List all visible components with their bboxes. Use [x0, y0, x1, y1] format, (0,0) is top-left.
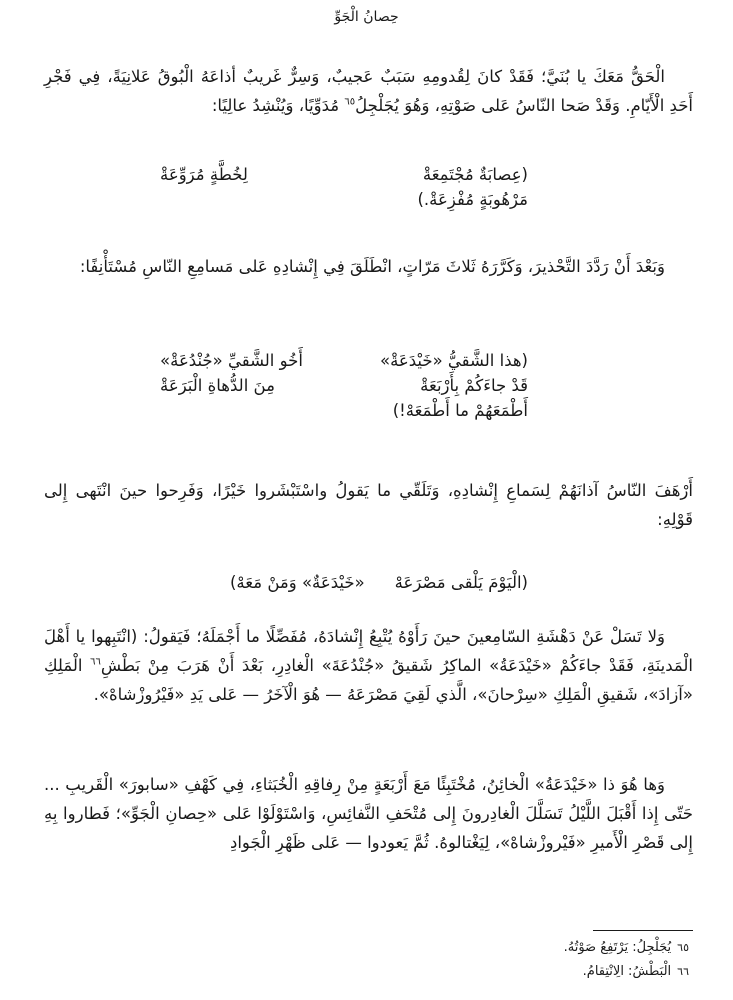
verse-hemistich: قَدْ جاءَكُمْ بِأَرْبَعَةْ: [420, 376, 528, 395]
footnotes: [564, 936, 689, 984]
paragraph-1: [44, 62, 693, 120]
verse-line: [230, 570, 528, 595]
footnote-ref-65: ٦٥: [344, 96, 356, 108]
verse-line: [160, 348, 528, 373]
verse-hemistich: أَطْمَعَهُمْ ما أَطْمَعَهْ!): [392, 401, 528, 420]
paragraph-1-text-b: مُدَوِّيًا، وَيُنْشِدُ عالِيًا:: [211, 96, 345, 115]
paragraph-4-text-a: وَلا تَسَلْ عَنْ دَهْشَةِ السّامِعينَ حينَ رَأَوْهُ يُتْبِعُ إِنْشادَهُ، مُفَصِّلًا ما أَجْمَلَهُ؛ فَيَقولُ: (انْتَبِهوا يا أَهْلَ الْمَدينَةِ، فَقَدْ جاءَكُمْ «خَيْدَعَةُ» الماكِرُ شَقيقُ «جُنْدُعَةَ» الْغادِرِ، بَعْدَ أَنْ هَرَبَ مِنْ بَطْشِ: [44, 627, 694, 675]
verse-hemistich: (هذا الشَّقيُّ «خَيْدَعَةْ»: [379, 351, 528, 370]
paragraph-1-text-a: الْحَقُّ مَعَكَ يا بُنَيَّ؛ فَقَدْ كانَ لِقُدومِهِ سَبَبٌ عَجيبٌ، وَسِرٌّ غَريبٌ أذاعَهُ الْبُوقُ عَلانِيَةً، فِي فَجْرِ أَحَدِ الْأَيّامِ. وَقَدْ صَحا النّاسُ عَلى صَوْتِهِ، وَهُوَ يُجَلْجِلُ: [44, 67, 693, 115]
verse-hemistich: مِنَ الدُّهاةِ الْبَرَعَةْ: [160, 376, 275, 395]
footnote-text: الْبَطْشُ: الِانْتِقامُ.: [582, 964, 672, 979]
footnote-ref-66: ٦٦: [90, 656, 101, 668]
verse-hemistich: أَخُو الشَّقيِّ «جُنْدُعَةْ»: [160, 351, 303, 370]
verse-hemistich: مَرْهُوبَةٍ مُفْزِعَةْ.): [417, 190, 528, 209]
verse-line: [160, 398, 528, 423]
running-header: حِصانُ الْجَوِّ: [334, 9, 399, 25]
verse-line: [160, 162, 528, 187]
footnote-66: [564, 960, 689, 984]
footnote-65: [564, 936, 689, 960]
paragraph-4-text-b: الْمَلِكِ «آزادَ»، شَقيقِ الْمَلِكِ «سِرْحانَ»، الَّذي لَقِيَ مَصْرَعَهُ — هُوَ الْآخَرُ — عَلى يَدِ «فَيْرُوزْشاهْ».: [44, 656, 693, 704]
paragraph-3: أَرْهَفَ النّاسُ آذانَهُمْ لِسَماعِ إِنْشادِهِ، وَتَلَقّي ما يَقولُ واسْتَبْشَروا خَيْرًا، وَفَرِحوا حينَ انْتَهى إِلى قَوْلِهِ:: [44, 481, 693, 529]
paragraph-4: [44, 622, 693, 709]
footnote-number: ٦٥: [677, 941, 689, 954]
verse-block-3: [230, 570, 528, 595]
footnote-text: يُجَلْجِلُ: يَرْتَفِعُ صَوْتُهُ.: [563, 940, 672, 955]
verse-block-2: [160, 348, 528, 423]
footnote-divider: [593, 930, 693, 931]
verse-block-1: [160, 162, 528, 212]
footnote-number: ٦٦: [677, 965, 689, 978]
verse-line: [160, 373, 528, 398]
verse-line: [160, 187, 528, 212]
verse-hemistich: (عِصابَةٌ مُجْتَمِعَةْ: [422, 165, 528, 184]
paragraph-5: وَها هُوَ ذا «خَيْدَعَةُ» الْخائِنُ، مُخْتَبِئًا مَعَ أَرْبَعَةٍ مِنْ رِفاقِهِ الْخُبَثاءِ، فِي كَهْفِ «سابورَ» الْقَريبِ ... حَتّى إِذا أَقْبَلَ اللَّيْلُ تَسَلَّلَ الْغادِرونَ إِلى مُتْحَفِ النَّفائِسِ، وَاسْتَوْلَوْا عَلى «حِصانِ الْجَوِّ»؛ فَطاروا بِهِ إِلى قَصْرِ الْأَميرِ «فَيْروزْشاهْ»، لِيَغْتالوهُ. ثُمَّ يَعودوا — عَلى ظَهْرِ الْجَوادِ: [44, 775, 693, 852]
paragraph-2: وَبَعْدَ أَنْ رَدَّدَ التَّحْذيرَ، وَكَرَّرَهُ ثَلاثَ مَرّاتٍ، انْطَلَقَ فِي إِنْشادِهِ عَلى مَسامِعِ النّاسِ مُسْتَأْنِفًا:: [79, 257, 665, 276]
verse-hemistich: (الْيَوْمَ يَلْقى مَصْرَعَهْ: [394, 573, 528, 592]
verse-hemistich: «خَيْدَعَةٌ» وَمَنْ مَعَهْ): [230, 573, 365, 592]
verse-hemistich: لِخُطَّةٍ مُرَوِّعَةْ: [160, 165, 248, 184]
